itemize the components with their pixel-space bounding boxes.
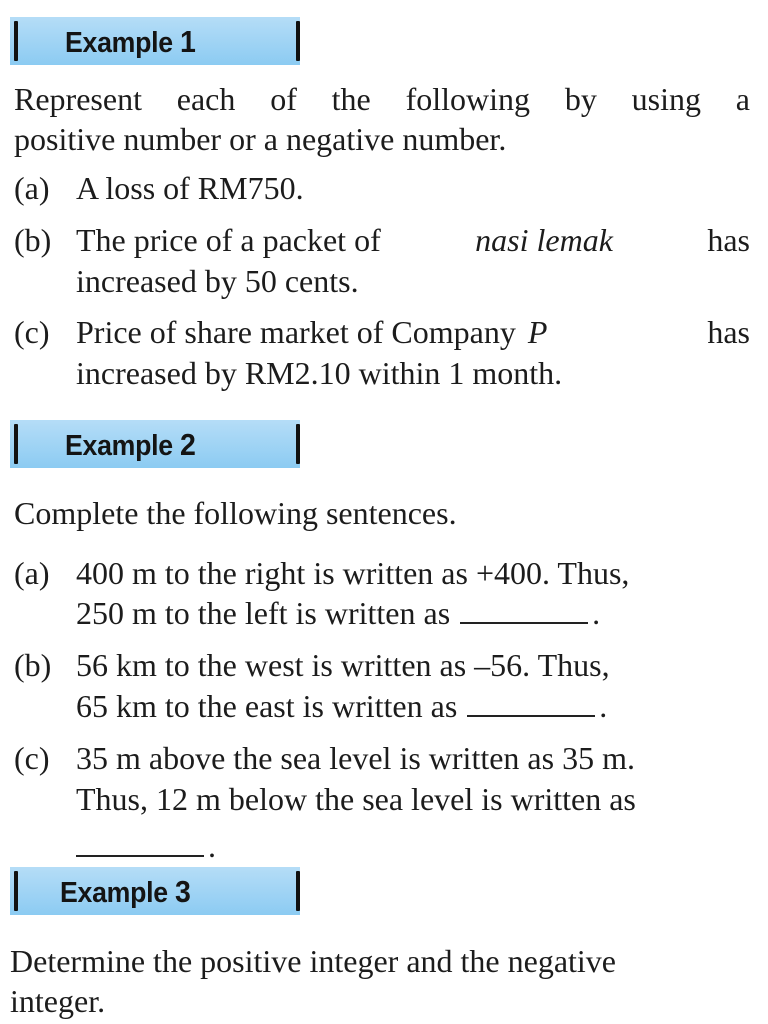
item-line2: increased by RM2.10 within 1 month. xyxy=(76,355,563,391)
item-line2: Thus, 12 m below the sea level is written as xyxy=(76,781,636,817)
item-line1 xyxy=(76,220,750,260)
item-line1-italic: nasi lemak xyxy=(475,222,613,258)
example-2-intro: Complete the following sentences. xyxy=(14,495,457,531)
example-2-title: Example 2 xyxy=(65,427,196,462)
answer-blank[interactable] xyxy=(460,596,588,624)
example-1-intro-line1: Represent each of the following by using a xyxy=(14,81,750,117)
item-line1 xyxy=(76,312,750,352)
item-label: (c) xyxy=(14,314,50,350)
item-line1-post: has xyxy=(707,314,750,350)
item-line1-italic: P xyxy=(527,314,548,350)
item-label: (b) xyxy=(14,647,52,683)
item-line2: increased by 50 cents. xyxy=(76,263,359,299)
answer-blank[interactable] xyxy=(76,829,204,857)
item-line1-post: has xyxy=(707,222,750,258)
example-2-heading xyxy=(10,420,300,468)
example-1-intro-line2: positive number or a negative number. xyxy=(14,121,507,157)
example-3-intro-line2: integer. xyxy=(10,983,106,1019)
example-3-intro xyxy=(10,941,750,1021)
item-line1: 56 km to the west is written as –56. Thus, xyxy=(76,647,610,683)
item-line1: 35 m above the sea level is written as 35 m. xyxy=(76,740,635,776)
item-line2: 65 km to the east is written as . xyxy=(76,688,608,724)
example-3-intro-line1: Determine the positive integer and the negative xyxy=(10,943,616,979)
item-label: (c) xyxy=(14,740,50,776)
item-line1-pre: The price of a packet of xyxy=(76,222,381,258)
example-3-title: Example 3 xyxy=(60,874,191,909)
item-label: (b) xyxy=(14,222,52,258)
item-line3: . xyxy=(76,826,216,866)
answer-blank[interactable] xyxy=(467,689,595,717)
example-3-heading xyxy=(10,867,300,915)
example-1-title: Example 1 xyxy=(65,24,196,59)
item-line1: 400 m to the right is written as +400. Thus, xyxy=(76,555,630,591)
item-label: (a) xyxy=(14,170,50,206)
example-1-intro xyxy=(14,79,750,159)
item-label: (a) xyxy=(14,555,50,591)
item-line1-pre: Price of share market of Company xyxy=(76,314,516,350)
example-1-heading xyxy=(10,17,300,65)
item-text: A loss of RM750. xyxy=(76,170,304,206)
item-line2: 250 m to the left is written as . xyxy=(76,595,601,631)
